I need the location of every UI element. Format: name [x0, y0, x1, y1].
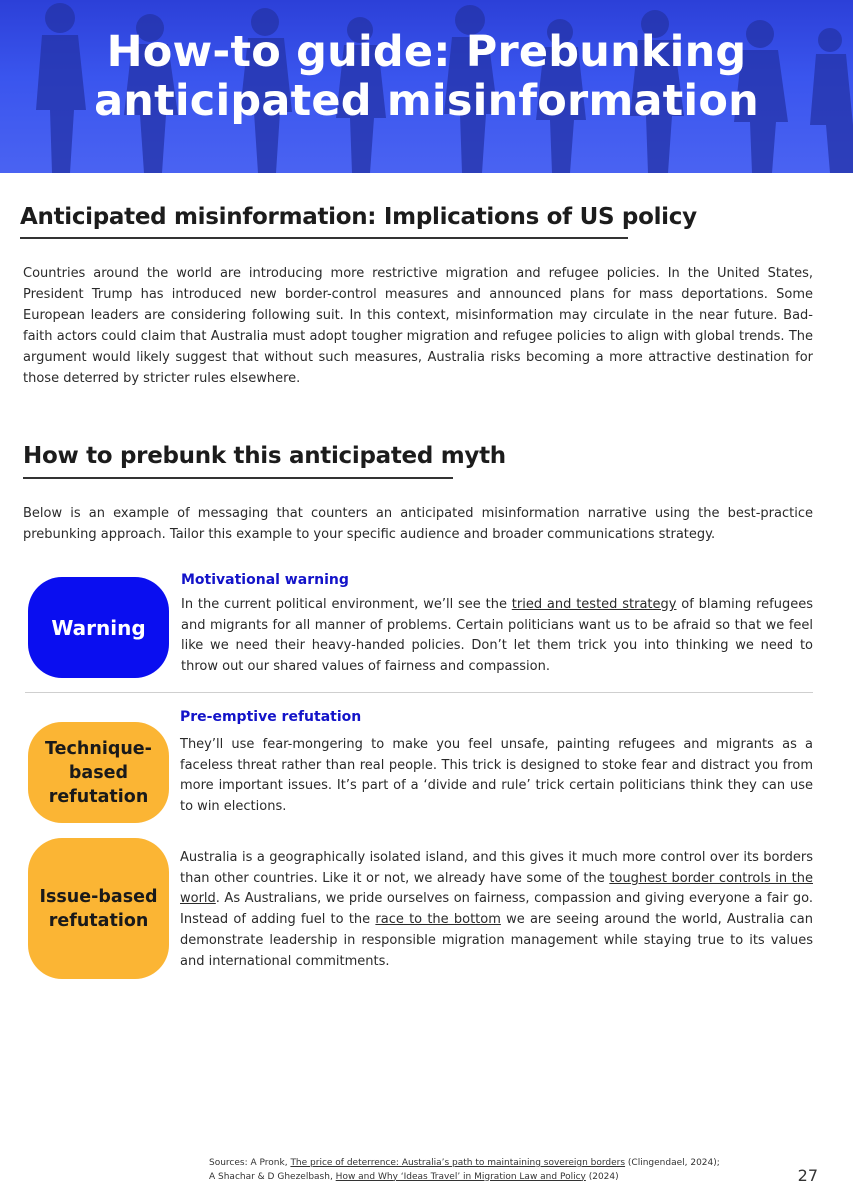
header-banner: [0, 0, 853, 173]
issue-text-part: Australia is a geographically isolated island, and this gives it much more control over its borders than other countries. Like it or not, we already have some of the: [180, 850, 813, 886]
warning-text-part: of blaming refugees and migrants for all manner of problems. Certain politicians want us to be afraid so that we feel like we need their heavy-handed policies. Don’t let them trick you into thinking we need to throw out our shared values of fairness and compassion.: [181, 597, 813, 675]
sources-footnote: [209, 1157, 789, 1184]
technique-refutation-text: They’ll use fear-mongering to make you feel unsafe, painting refugees and migrants as a faceless threat rather than real people. This trick is designed to stoke fear and distract you from more important issues. It’s part of a ‘divide and rule’ trick certain politicians think they can use to win elections.: [180, 737, 813, 815]
page-title-line-1: How-to guide: Prebunking: [106, 27, 747, 77]
motivational-warning-title: Motivational warning: [181, 572, 349, 588]
technique-pill-line: Technique-: [45, 738, 152, 759]
source-suffix: (2024): [585, 1171, 619, 1182]
source-prefix: A Shachar & D Ghezelbash,: [209, 1171, 336, 1182]
technique-based-refutation-pill: [28, 722, 169, 823]
issue-based-refutation-pill: [28, 838, 169, 979]
technique-pill-line: based: [68, 762, 129, 783]
issue-pill-line: Issue-based: [39, 886, 158, 907]
section-heading-implications: Anticipated misinformation: Implications of US policy: [20, 204, 697, 230]
race-to-the-bottom-link[interactable]: race to the bottom: [375, 912, 501, 928]
warning-pill: [28, 577, 169, 678]
section-heading-prebunk: How to prebunk this anticipated myth: [23, 443, 506, 469]
source-link-ideas-travel[interactable]: How and Why ‘Ideas Travel’ in Migration Law and Policy: [335, 1171, 586, 1182]
source-line-2: [209, 1171, 789, 1185]
source-line-1: [209, 1157, 789, 1171]
heading-underline: [20, 237, 628, 239]
source-link-price-of-deterrence[interactable]: The price of deterrence: Australia’s path to maintaining sovereign borders: [290, 1158, 626, 1168]
implications-paragraph: Countries around the world are introducing more restrictive migration and refugee policies. In the United States, President Trump has introduced new border-control measures and announced plans for mass deportations. Some European leaders are considering following suit. In this context, misinformation may circulate in the near future. Bad-faith actors could claim that Australia must adopt tougher migration and refugee policies to align with global trends. The argument would likely suggest that without such measures, Australia risks becoming a more attractive destination for those deterred by stricter rules elsewhere.: [23, 266, 813, 386]
page-number: 27: [797, 1166, 818, 1185]
technique-pill-line: refutation: [48, 786, 149, 807]
warning-text: [181, 595, 813, 678]
heading-underline: [23, 477, 453, 479]
issue-text-part: we are seeing around the world, Australia can demonstrate leadership in responsible migration management while staying true to its values and international commitments.: [180, 912, 813, 969]
source-suffix: (Clingendael, 2024);: [625, 1158, 720, 1168]
source-prefix: Sources: A Pronk,: [209, 1158, 291, 1168]
warning-pill-label: Warning: [51, 615, 146, 640]
tried-and-tested-strategy-link[interactable]: tried and tested strategy: [511, 597, 677, 612]
page-title-line-2: anticipated misinformation: [94, 76, 759, 126]
issue-refutation-text: [180, 848, 813, 972]
warning-text-part: In the current political environment, we’ll see the: [181, 597, 512, 612]
page-title: [0, 28, 853, 126]
pre-emptive-refutation-title: Pre-emptive refutation: [180, 709, 362, 725]
issue-pill-line: refutation: [48, 910, 149, 931]
prebunk-intro-paragraph: Below is an example of messaging that counters an anticipated misinformation narrative using the best-practice prebunking approach. Tailor this example to your specific audience and broader communications strategy.: [23, 506, 813, 542]
issue-text-part: . As Australians, we pride ourselves on fairness, compassion and giving everyone a fair go. Instead of adding fuel to the: [180, 891, 813, 928]
section-divider: [25, 692, 813, 693]
toughest-border-controls-link[interactable]: toughest border controls in the world: [180, 870, 813, 907]
